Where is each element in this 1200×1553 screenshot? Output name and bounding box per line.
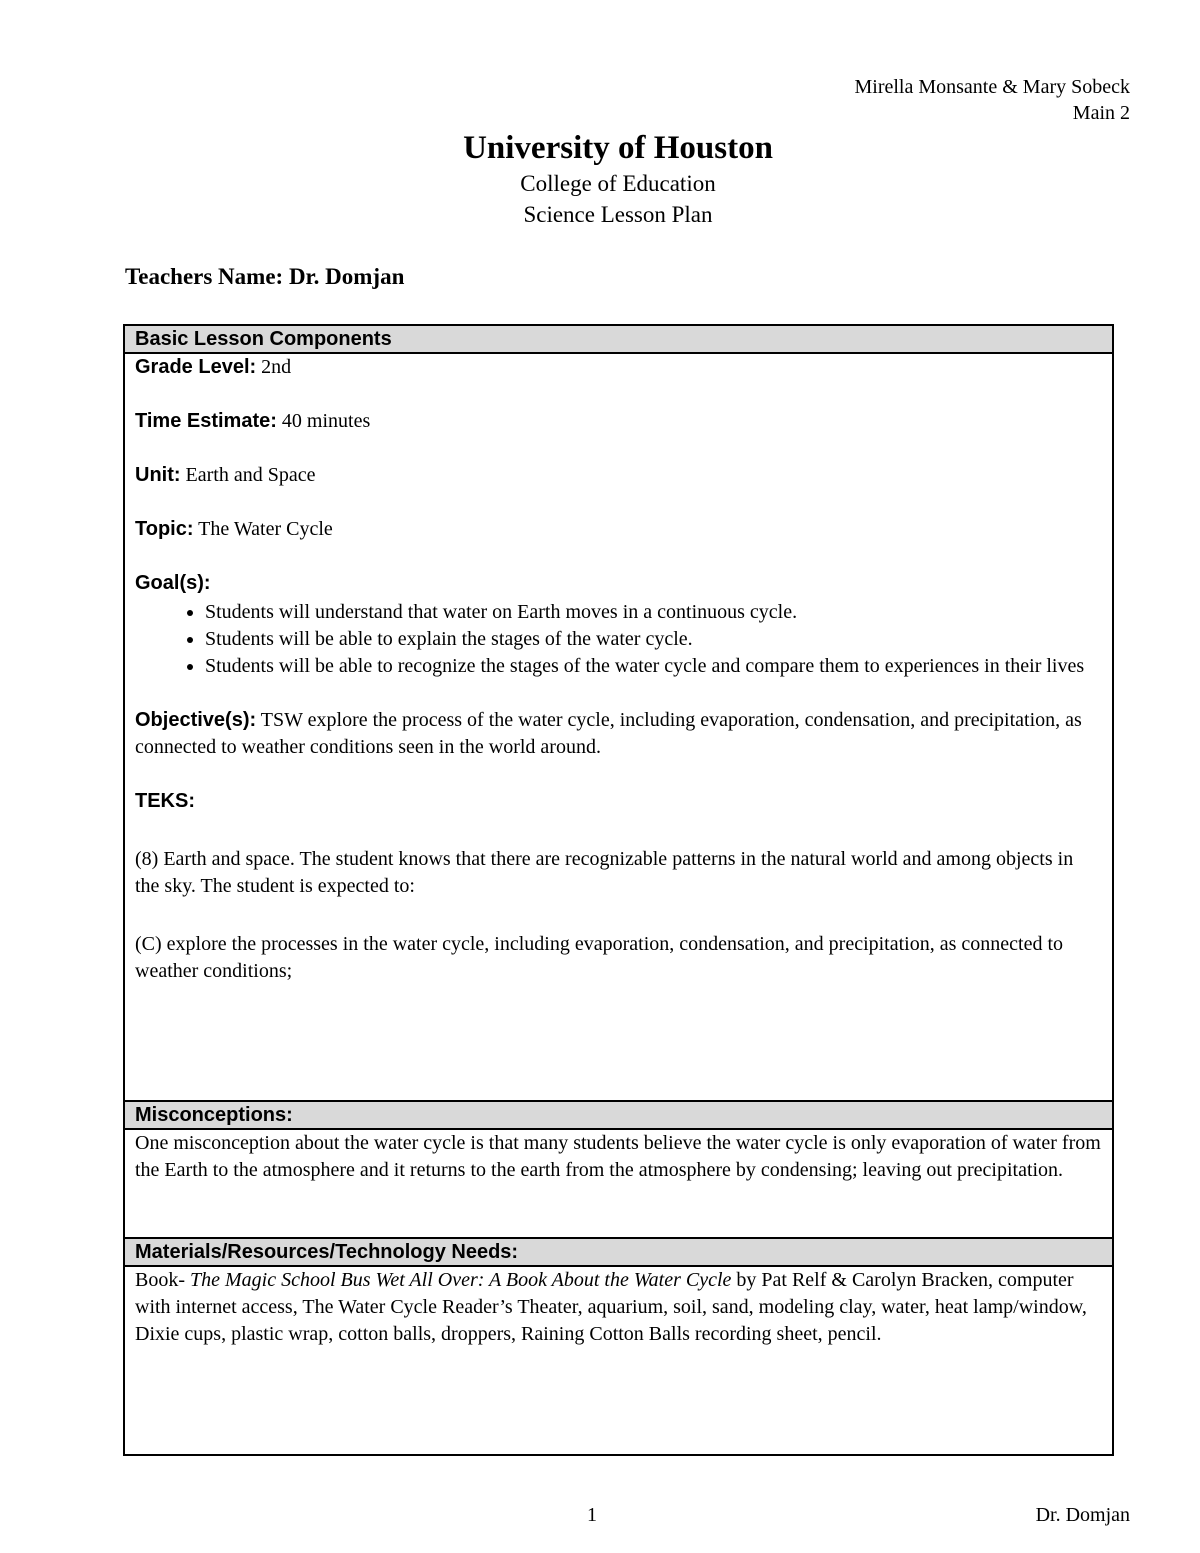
time-estimate-value: 40 minutes bbox=[276, 410, 371, 432]
teks-standard-c: (C) explore the processes in the water cycle, including evaporation, condensation, and precipitation, as connected to weather conditions; bbox=[135, 933, 1064, 982]
topic bbox=[135, 516, 1102, 543]
teacher-name: Teachers Name: Dr. Domjan bbox=[125, 264, 405, 289]
book-title: The Magic School Bus Wet All Over: A Book About the Water Cycle bbox=[190, 1269, 732, 1291]
teks-label: TEKS: bbox=[135, 790, 195, 812]
time-estimate-label: Time Estimate: bbox=[135, 410, 277, 432]
objectives-label: Objective(s): bbox=[135, 709, 257, 731]
objectives-value: TSW explore the process of the water cycle, including evaporation, condensation, and precipitation, as connected to weather conditions seen in the world around. bbox=[135, 709, 1082, 758]
goal-item: • Students will understand that water on Earth moves in a continuous cycle. bbox=[205, 599, 1102, 626]
goal-item: • Students will be able to recognize the stages of the water cycle and compare them to experiences in their lives bbox=[205, 653, 1102, 680]
basic-components-row bbox=[124, 353, 1113, 1101]
lesson-plan-table bbox=[123, 324, 1114, 1456]
grade-level bbox=[135, 354, 1102, 381]
topic-label: Topic: bbox=[135, 518, 194, 540]
materials-list: by Pat Relf & Carolyn Bracken, computer with internet access, The Water Cycle Reader’s Theater, aquarium, soil, sand, modeling clay, water, heat lamp/window, Dixie cups, plastic wrap, cotton balls, droppers, Raining Cotton Balls recording sheet, pencil. bbox=[135, 1269, 1087, 1345]
basic-components-header-row bbox=[124, 325, 1113, 353]
header-authors: Mirella Monsante & Mary Sobeck bbox=[854, 76, 1130, 98]
materials-prefix: Book- bbox=[135, 1269, 190, 1291]
college-title: College of Education bbox=[520, 171, 716, 196]
misconceptions-cell bbox=[124, 1129, 1113, 1238]
materials-text bbox=[135, 1267, 1102, 1348]
grade-level-value: 2nd bbox=[256, 356, 292, 378]
misconceptions-text: One misconception about the water cycle is that many students believe the water cycle is only evaporation of water from the Earth to the atmosphere and it returns to the earth from the atmosphere by condensing; leaving out precipitation. bbox=[135, 1132, 1101, 1181]
page-number: 1 bbox=[587, 1504, 597, 1526]
goals-list bbox=[135, 599, 1102, 680]
unit-value: Earth and Space bbox=[180, 464, 316, 486]
misconceptions-header-row bbox=[124, 1101, 1113, 1129]
time-estimate bbox=[135, 408, 1102, 435]
materials-header-row bbox=[124, 1238, 1113, 1266]
goal-item: • Students will be able to explain the stages of the water cycle. bbox=[205, 626, 1102, 653]
objectives bbox=[135, 707, 1102, 761]
basic-components-heading: Basic Lesson Components bbox=[124, 325, 1113, 353]
title-block bbox=[0, 128, 1200, 230]
grade-level-label: Grade Level: bbox=[135, 356, 257, 378]
topic-value: The Water Cycle bbox=[193, 518, 333, 540]
materials-row bbox=[124, 1266, 1113, 1455]
basic-components-cell bbox=[124, 353, 1113, 1101]
unit-label: Unit: bbox=[135, 464, 181, 486]
goals-label: Goal(s): bbox=[135, 572, 211, 594]
header-section: Main 2 bbox=[1072, 102, 1130, 124]
teks-standard-8: (8) Earth and space. The student knows that there are recognizable patterns in the natural world and among objects in the sky. The student is expected to: bbox=[135, 848, 1074, 897]
misconceptions-heading: Misconceptions: bbox=[124, 1101, 1113, 1129]
plan-title: Science Lesson Plan bbox=[523, 202, 713, 227]
page-header bbox=[855, 74, 1131, 126]
misconceptions-row bbox=[124, 1129, 1113, 1238]
footer-instructor: Dr. Domjan bbox=[1035, 1504, 1130, 1526]
unit bbox=[135, 462, 1102, 489]
materials-cell bbox=[124, 1266, 1113, 1455]
materials-heading: Materials/Resources/Technology Needs: bbox=[124, 1238, 1113, 1266]
university-title: University of Houston bbox=[463, 130, 773, 166]
